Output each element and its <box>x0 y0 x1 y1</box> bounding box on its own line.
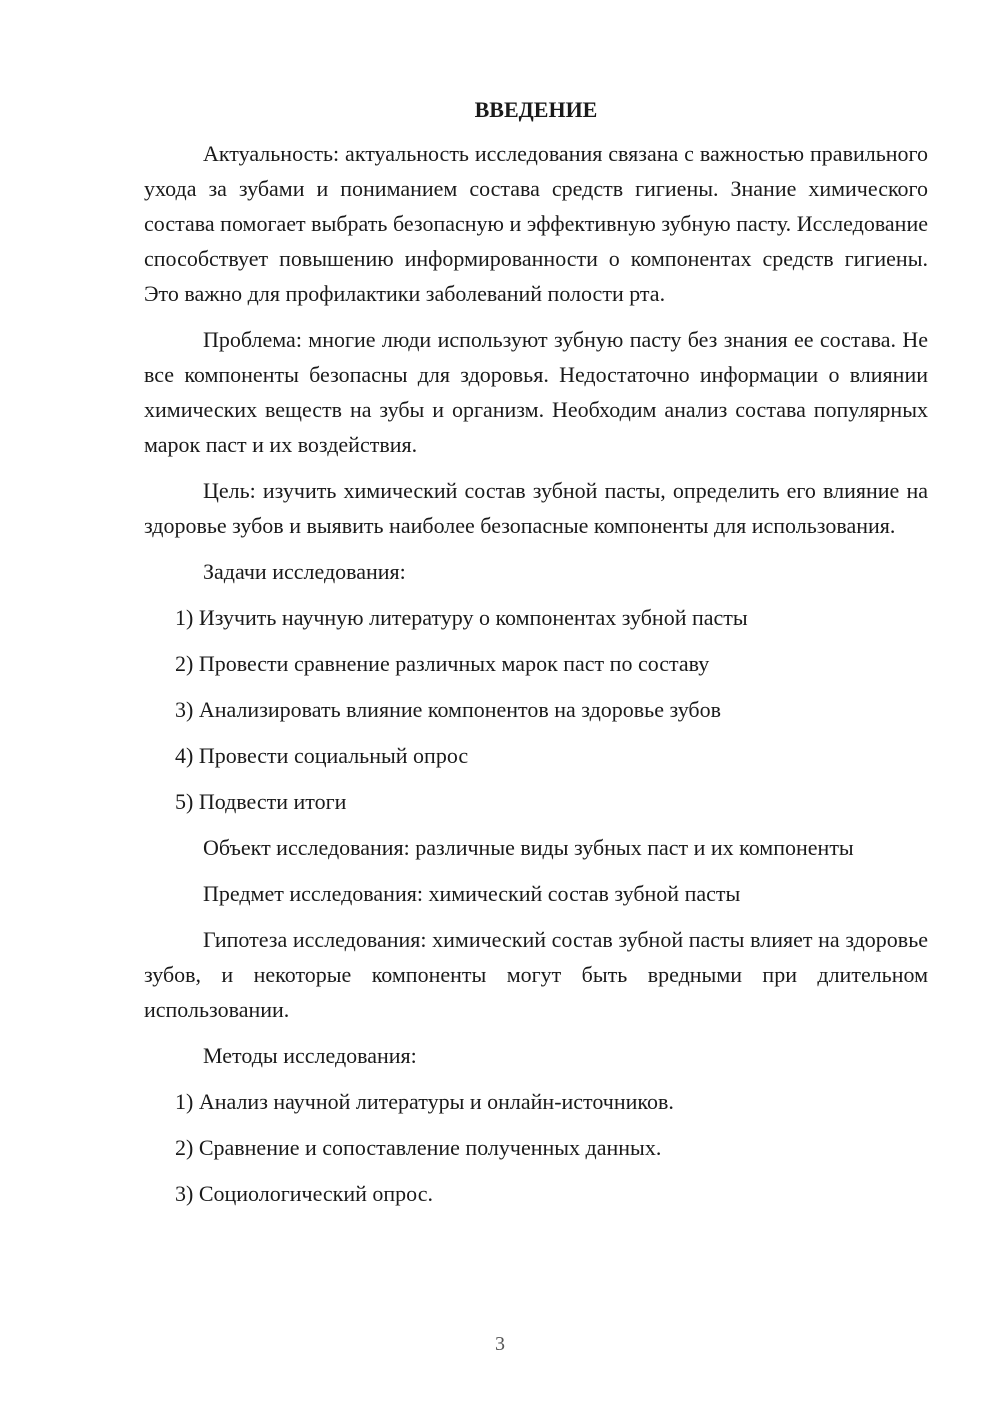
list-item: 2) Провести сравнение различных марок паст по составу <box>175 651 710 676</box>
hypothesis-paragraph: Гипотеза исследования: химический состав зубной пасты влияет на здоровье зубов, и некоторые компоненты могут быть вредными при длительном использовании. <box>144 927 928 1022</box>
methods-list <box>144 1084 928 1211</box>
document-page <box>144 95 928 1222</box>
list-item: 3) Социологический опрос. <box>175 1181 433 1206</box>
list-item: 3) Анализировать влияние компонентов на здоровье зубов <box>175 697 721 722</box>
list-item: 1) Анализ научной литературы и онлайн-источников. <box>175 1089 674 1114</box>
object-paragraph: Объект исследования: различные виды зубных паст и их компоненты <box>203 835 854 860</box>
goal-paragraph: Цель: изучить химический состав зубной пасты, определить его влияние на здоровье зубов и выявить наиболее безопасные компоненты для использования. <box>144 478 928 538</box>
methods-heading: Методы исследования: <box>203 1043 417 1068</box>
list-item: 1) Изучить научную литературу о компонентах зубной пасты <box>175 605 748 630</box>
section-title: ВВЕДЕНИЕ <box>474 97 598 122</box>
list-item: 5) Подвести итоги <box>175 789 347 814</box>
tasks-list <box>144 600 928 819</box>
problem-paragraph: Проблема: многие люди используют зубную пасту без знания ее состава. Не все компоненты безопасны для здоровья. Недостаточно информации о влиянии химических веществ на зубы и организм. Необходим анализ состава популярных марок паст и их воздействия. <box>144 327 928 457</box>
list-item: 4) Провести социальный опрос <box>175 743 469 768</box>
relevance-paragraph: Актуальность: актуальность исследования связана с важностью правильного ухода за зубами и пониманием состава средств гигиены. Знание химического состава помогает выбрать безопасную и эффективную зубную пасту. Исследование способствует повышению информированности о компонентах средств гигиены. Это важно для профилактики заболеваний полости рта. <box>144 141 928 306</box>
list-item: 2) Сравнение и сопоставление полученных данных. <box>175 1135 662 1160</box>
subject-paragraph: Предмет исследования: химический состав зубной пасты <box>203 881 741 906</box>
tasks-heading: Задачи исследования: <box>203 559 406 584</box>
page-number: 3 <box>495 1333 505 1355</box>
